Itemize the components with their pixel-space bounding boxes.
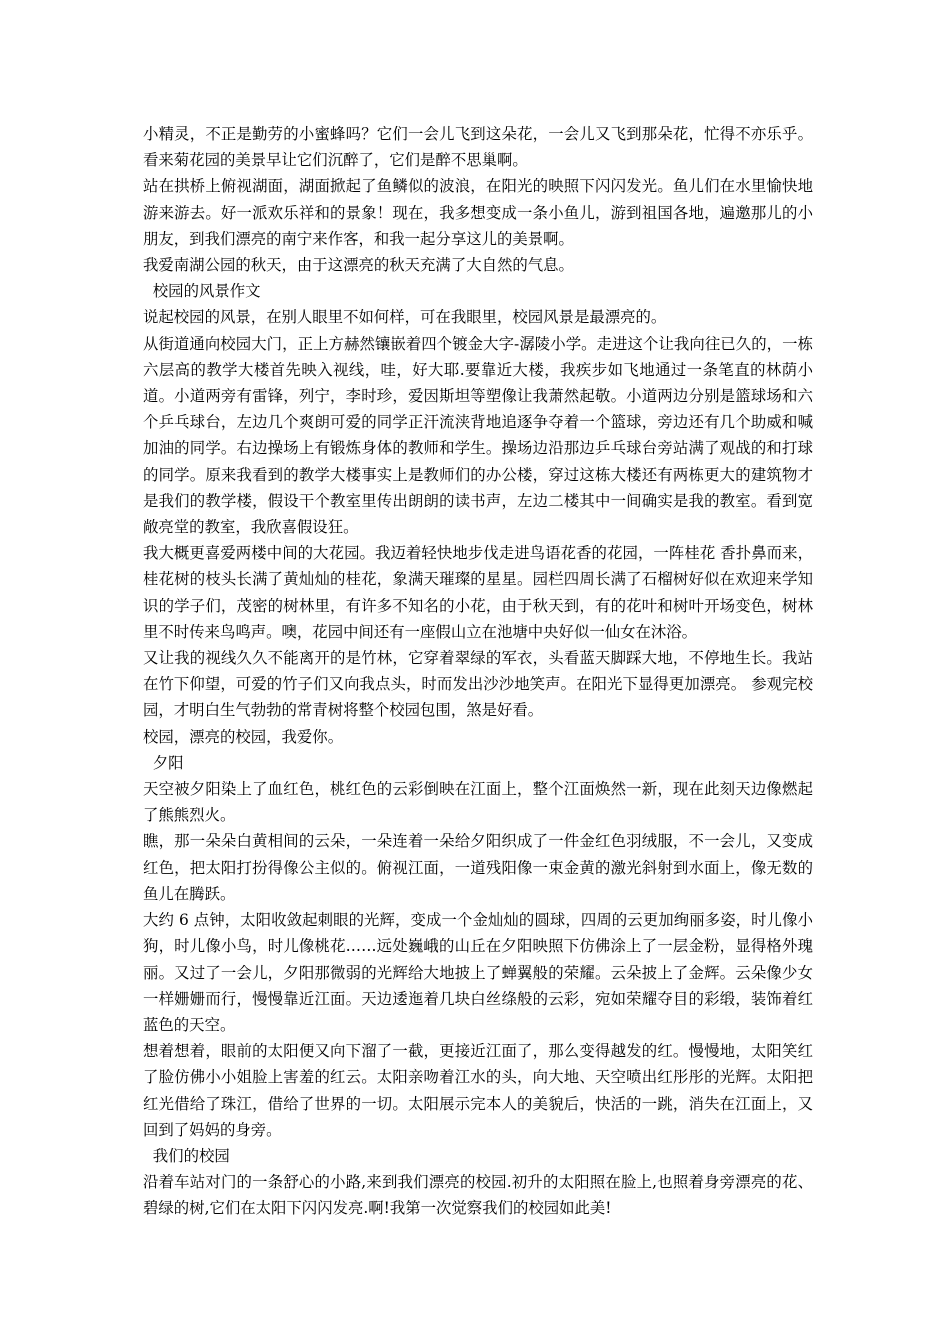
paragraph-our-campus-path: 沿着车站对门的一条舒心的小路,来到我们漂亮的校园.初升的太阳照在脸上,也照着身旁漂亮的花、碧绿的树,它们在太阳下闪闪发亮.啊!我第一次觉察我们的校园如此美! — [143, 1173, 813, 1218]
paragraph-arch-bridge-lake: 站在拱桥上俯视湖面，湖面掀起了鱼鳞似的波浪，在阳光的映照下闪闪发光。鱼儿们在水里愉快地游来游去。好一派欢乐祥和的景象！现在，我多想变成一条小鱼儿，游到祖国各地，遍邀那儿的小朋友，到我们漂亮的南宁来作客，和我一起分享这儿的美景啊。 — [143, 177, 813, 248]
document-page — [143, 121, 813, 1222]
section-title-sunset: 夕阳 — [143, 753, 184, 772]
paragraph-bee-chrysanthemum: 小精灵，不正是勤劳的小蜜蜂吗？它们一会儿飞到这朵花，一会儿又飞到那朵花，忙得不亦乐乎。看来菊花园的美景早让它们沉醉了，它们是醉不思巢啊。 — [143, 125, 813, 170]
section-title-campus-scenery: 校园的风景作文 — [143, 282, 261, 301]
paragraph-sunset-clouds: 瞧，那一朵朵白黄相间的云朵，一朵连着一朵给夕阳织成了一件金红色羽绒服，不一会儿，又变成红色，把太阳打扮得像公主似的。俯视江面，一道残阳像一束金黄的激光斜射到水面上，像无数的鱼儿在腾跃。 — [143, 832, 813, 903]
paragraph-campus-love: 校园，漂亮的校园，我爱你。 — [143, 727, 344, 746]
paragraph-sunset-setting: 想着想着，眼前的太阳便又向下溜了一截，更接近江面了，那么变得越发的红。慢慢地，太阳笑红了脸仿佛小小姐脸上害羞的红云。太阳亲吻着江水的头，向大地、天空喷出红彤彤的光辉。太阳把红光借给了珠江，借给了世界的一切。太阳展示完本人的美貌后，快活的一跳，消失在江面上，又回到了妈妈的身旁。 — [143, 1042, 813, 1139]
paragraph-sunset-sky: 天空被夕阳染上了血红色，桃红色的云彩倒映在江面上，整个江面焕然一新，现在此刻天边像燃起了熊熊烈火。 — [143, 780, 813, 825]
section-title-our-campus: 我们的校园 — [143, 1146, 230, 1165]
paragraph-bamboo-grove: 又让我的视线久久不能离开的是竹林，它穿着翠绿的军衣，头看蓝天脚踩大地，不停地生长。我站在竹下仰望，可爱的竹子们又向我点头，时而发出沙沙地笑声。在阳光下显得更加漂亮。 参观完校园，才明白生气勃勃的常青树将整个校园包围，煞是好看。 — [143, 649, 813, 720]
paragraph-campus-gate-buildings: 从街道通向校园大门，正上方赫然镶嵌着四个镀金大字-潺陵小学。走进这个让我向往已久的，一栋六层高的教学大楼首先映入视线，哇，好大耶.要靠近大楼，我疾步如飞地通过一条笔直的林荫小道。小道两旁有雷锋，列宁，李时珍，爱因斯坦等塑像让我萧然起敬。小道两边分别是篮球场和六个乒乓球台，左边几个爽朗可爱的同学正汗流浃背地追逐争夺着一个篮球，旁边还有几个助威和喊加油的同学。右边操场上有锻炼身体的教师和学生。操场边沿那边乒乓球台旁站满了观战的和打球的同学。原来我看到的教学大楼事实上是教师们的办公楼，穿过这栋大楼还有两栋更大的建筑物才是我们的教学楼，假设干个教室里传出朗朗的读书声，左边二楼其中一间确实是我的教室。看到宽敞亮堂的教室，我欣喜假设狂。 — [143, 334, 813, 537]
paragraph-campus-intro: 说起校园的风景，在别人眼里不如何样，可在我眼里，校园风景是最漂亮的。 — [143, 308, 667, 327]
paragraph-campus-garden: 我大概更喜爱两楼中间的大花园。我迈着轻快地步伐走进鸟语花香的花园，一阵桂花 香扑鼻而来，桂花树的枝头长满了黄灿灿的桂花，象满天璀璨的星星。园栏四周长满了石榴树好似在欢迎来学知识的学子们，茂密的树林里，有许多不知名的小花，由于秋天到，有的花叶和树叶开场变色，树林里不时传来鸟鸣声。噢，花园中间还有一座假山立在池塘中央好似一仙女在沐浴。 — [143, 544, 813, 641]
paragraph-nanhu-autumn: 我爱南湖公园的秋天，由于这漂亮的秋天充满了大自然的气息。 — [143, 256, 574, 275]
paragraph-sunset-six-oclock: 大约 6 点钟，太阳收敛起刺眼的光辉，变成一个金灿灿的圆球，四周的云更加绚丽多姿，时儿像小狗，时儿像小鸟，时儿像桃花……远处巍峨的山丘在夕阳映照下仿佛涂上了一层金粉，显得格外瑰丽。又过了一会儿，夕阳那微弱的光辉给大地披上了蝉翼般的荣耀。云朵披上了金辉。云朵像少女一样姗姗而行，慢慢靠近江面。天边逶迤着几块白丝绦般的云彩，宛如荣耀夺目的彩缎，装饰着红蓝色的天空。 — [143, 911, 813, 1034]
